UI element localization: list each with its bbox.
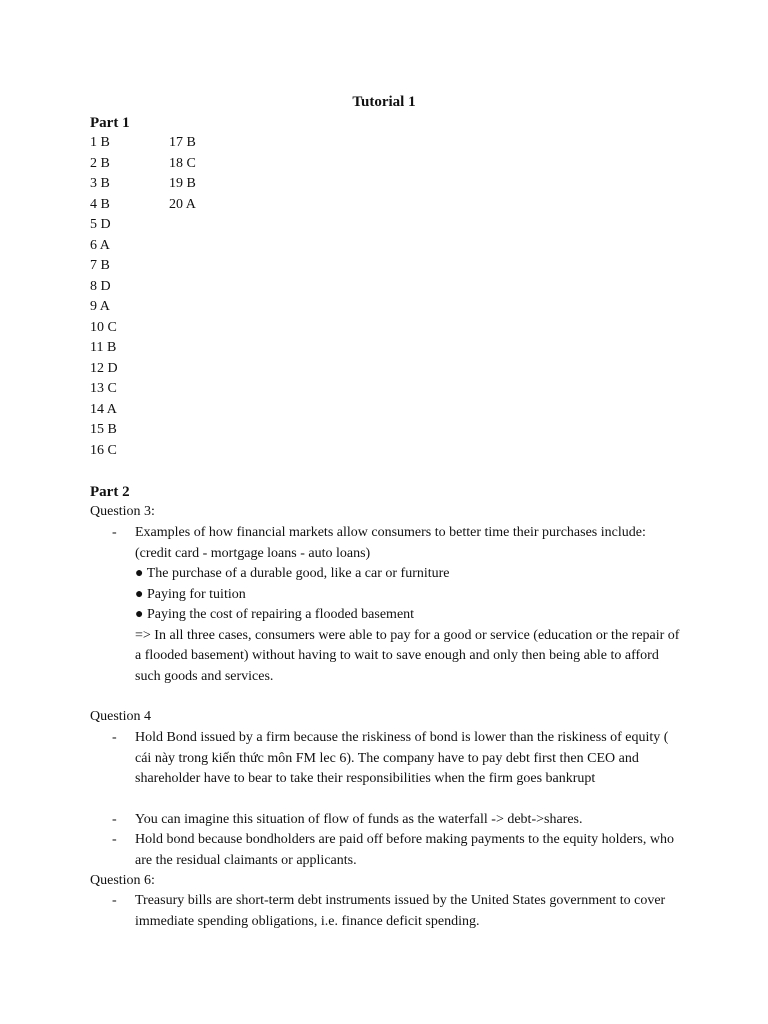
part2-heading: Part 2 <box>90 484 130 500</box>
q3-point: ● Paying for tuition <box>135 586 246 602</box>
q4-item-text: Hold Bond issued by a firm because the riskiness of bond is lower than the riskiness of equity ( cái này trong kiến thức môn FM lec 6). The company have to pay debt first then CEO and shareholder have to bear to take their responsibilities when the firm goes bankrupt <box>135 730 669 786</box>
answer-row <box>90 400 290 421</box>
answer: 15 B <box>90 422 117 437</box>
answer-row <box>90 195 290 216</box>
q4-item-text: You can imagine this situation of flow of funds as the waterfall -> debt->shares. <box>135 812 583 827</box>
answer: 6 A <box>90 237 110 253</box>
q6-item-text: Treasury bills are short-term debt instruments issued by the United States government to cover immediate spending obligations, i.e. finance deficit spending. <box>135 893 666 929</box>
answer: 12 D <box>90 360 118 376</box>
list-dash: - <box>112 525 117 540</box>
answer: 18 C <box>169 155 196 171</box>
q4-list-item <box>90 728 680 790</box>
answer: 10 C <box>90 319 117 335</box>
answer: 19 B <box>169 176 196 191</box>
list-dash: - <box>112 812 117 827</box>
answer-row <box>90 297 290 318</box>
answer-row <box>90 338 290 359</box>
answer: 17 B <box>169 135 196 150</box>
answer-row <box>90 236 290 257</box>
answer: 13 C <box>90 381 117 396</box>
answer-row <box>90 154 290 175</box>
answer: 1 B <box>90 135 110 150</box>
q3-point: ● Paying the cost of repairing a flooded basement <box>135 607 415 622</box>
question-6-label: Question 6: <box>90 873 155 888</box>
answer-row <box>90 318 290 339</box>
answer: 11 B <box>90 340 117 355</box>
answer-row <box>90 215 290 236</box>
q3-point: ● The purchase of a durable good, like a car or furniture <box>135 566 450 581</box>
answer: 2 B <box>90 155 110 171</box>
answer: 5 D <box>90 217 111 232</box>
list-dash: - <box>112 730 117 745</box>
part1-heading: Part 1 <box>90 115 130 131</box>
answer-row <box>90 359 290 380</box>
answer-row <box>90 379 290 400</box>
q4-item-text: Hold bond because bondholders are paid off before making payments to the equity holders, who are the residual claimants or applicants. <box>135 832 674 868</box>
answer-row <box>90 174 290 195</box>
q3-intro: Examples of how financial markets allow consumers to better time their purchases include: (credit card - mortgage loans - auto loans) <box>135 525 646 561</box>
q3-conclusion: => In all three cases, consumers were able to pay for a good or service (education or the repair of a flooded basement) without having to wait to save enough and only then being able to afford such goods and services. <box>135 627 680 684</box>
answer: 8 D <box>90 278 111 294</box>
answer: 7 B <box>90 258 110 273</box>
answer-row <box>90 277 290 298</box>
document-title: Tutorial 1 <box>352 94 416 110</box>
question-4-label: Question 4 <box>90 709 152 724</box>
answer: 3 B <box>90 176 110 191</box>
answer-row <box>90 420 290 441</box>
list-dash: - <box>112 893 117 908</box>
answer-row <box>90 133 290 154</box>
question-3-label: Question 3: <box>90 504 155 519</box>
answer: 9 A <box>90 299 110 314</box>
answer: 20 A <box>169 196 196 212</box>
answer: 14 A <box>90 401 117 417</box>
answer: 16 C <box>90 442 117 458</box>
q4-list-item <box>90 830 680 871</box>
answer-row <box>90 256 290 277</box>
answer-row <box>90 441 290 462</box>
answer-key <box>90 133 290 461</box>
question-3-answer <box>90 523 680 687</box>
q4-list-item <box>90 810 680 831</box>
list-dash: - <box>112 832 117 847</box>
answer: 4 B <box>90 196 110 212</box>
q6-list-item <box>90 891 680 932</box>
